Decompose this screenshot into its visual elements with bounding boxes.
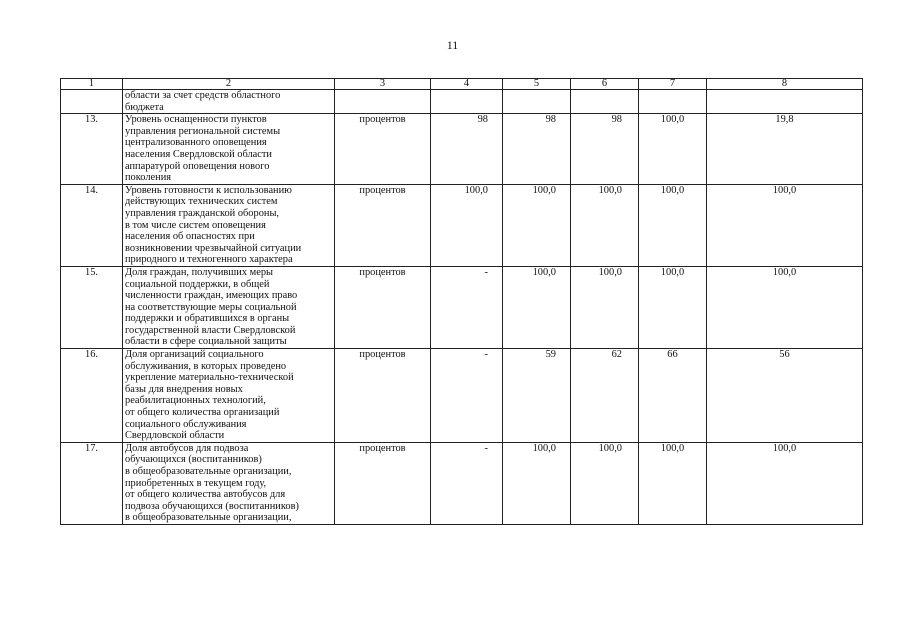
value-cell-col6: 62 [571, 349, 639, 443]
table-row [61, 266, 863, 348]
row-number: 13. [61, 114, 123, 185]
indicator-name-line: бюджета [125, 101, 164, 113]
indicator-name-line: базы для внедрения новых [125, 383, 243, 395]
indicator-name-line: обслуживания, в которых проведено [125, 360, 287, 372]
indicator-name-line: социального обслуживания [125, 418, 247, 430]
column-number: 7 [639, 79, 707, 90]
value-cell-col6: 100,0 [571, 266, 639, 348]
indicator-name [123, 184, 335, 266]
indicator-name-line: возникновении чрезвычайной ситуации [125, 242, 302, 254]
indicator-name-line: действующих технических систем [125, 196, 278, 208]
table-row [61, 90, 863, 114]
indicator-name-line: от общего количества автобусов для [125, 489, 286, 501]
column-number: 1 [61, 79, 123, 90]
value-cell-col4: - [431, 266, 503, 348]
value-cell-col8: 100,0 [707, 184, 863, 266]
value-cell-col4 [431, 90, 503, 114]
indicator-name-line: Свердловской области [125, 430, 225, 442]
value-cell-col8: 19,8 [707, 114, 863, 185]
column-number: 6 [571, 79, 639, 90]
indicator-name-line: в том числе систем оповещения [125, 219, 266, 231]
value-cell-col5: 59 [503, 349, 571, 443]
value-cell-col4: - [431, 349, 503, 443]
column-number-row [61, 79, 863, 90]
table-row [61, 349, 863, 443]
indicator-name-line: централизованного оповещения [125, 137, 267, 149]
indicator-name [123, 349, 335, 443]
column-number: 5 [503, 79, 571, 90]
value-cell-col7: 100,0 [639, 442, 707, 524]
indicator-name-line: Доля организаций социального [125, 349, 264, 361]
indicator-name-line: обучающихся (воспитанников) [125, 454, 262, 466]
value-cell-col4: - [431, 442, 503, 524]
unit-cell [335, 90, 431, 114]
indicator-name [123, 266, 335, 348]
indicator-name-line: Доля граждан, получивших меры [125, 266, 274, 278]
value-cell-col5: 98 [503, 114, 571, 185]
unit-cell: процентов [335, 442, 431, 524]
table-row [61, 442, 863, 524]
row-number: 15. [61, 266, 123, 348]
indicator-name-line: социальной поддержки, в общей [125, 278, 270, 290]
indicator-name-line: природного и техногенного характера [125, 254, 293, 266]
row-number: 17. [61, 442, 123, 524]
indicator-name-line: подвоза обучающихся (воспитанников) [125, 500, 299, 512]
value-cell-col4: 98 [431, 114, 503, 185]
value-cell-col7: 100,0 [639, 114, 707, 185]
row-number [61, 90, 123, 114]
value-cell-col6: 98 [571, 114, 639, 185]
unit-cell: процентов [335, 266, 431, 348]
value-cell-col6 [571, 90, 639, 114]
indicator-name-line: поддержки и обратившихся в органы [125, 313, 290, 325]
row-number: 16. [61, 349, 123, 443]
indicator-name-line: управления гражданской обороны, [125, 207, 280, 219]
table-row [61, 114, 863, 185]
column-number: 3 [335, 79, 431, 90]
indicator-name-line: реабилитационных технологий, [125, 395, 266, 407]
indicator-name-line: Уровень готовности к использованию [125, 184, 292, 196]
indicator-name-line: укрепление материально-технической [125, 372, 294, 384]
indicator-name-line: Доля автобусов для подвоза [125, 442, 249, 454]
unit-cell: процентов [335, 349, 431, 443]
value-cell-col7: 66 [639, 349, 707, 443]
column-number: 8 [707, 79, 863, 90]
value-cell-col6: 100,0 [571, 442, 639, 524]
indicator-name-line: Уровень оснащенности пунктов [125, 114, 267, 126]
value-cell-col5: 100,0 [503, 266, 571, 348]
indicator-name-line: населения об опасностях при [125, 231, 255, 243]
value-cell-col4: 100,0 [431, 184, 503, 266]
value-cell-col5: 100,0 [503, 442, 571, 524]
value-cell-col8: 100,0 [707, 442, 863, 524]
value-cell-col5: 100,0 [503, 184, 571, 266]
indicator-name-line: области в сфере социальной защиты [125, 336, 287, 348]
indicator-name-line: от общего количества организаций [125, 407, 280, 419]
value-cell-col8: 56 [707, 349, 863, 443]
value-cell-col5 [503, 90, 571, 114]
value-cell-col8: 100,0 [707, 266, 863, 348]
indicator-name-line: государственной власти Свердловской [125, 324, 296, 336]
indicator-name-line: приобретенных в текущем году, [125, 477, 267, 489]
indicator-name-line: на соответствующие меры социальной [125, 301, 297, 313]
table-body [61, 79, 863, 525]
table-row [61, 184, 863, 266]
indicator-name [123, 114, 335, 185]
row-number: 14. [61, 184, 123, 266]
indicator-name-line: области за счет средств областного [125, 90, 281, 101]
value-cell-col7 [639, 90, 707, 114]
indicator-name-line: аппаратурой оповещения нового [125, 160, 270, 172]
indicator-name-line: численности граждан, имеющих право [125, 290, 298, 302]
unit-cell: процентов [335, 114, 431, 185]
indicator-name-line: поколения [125, 172, 172, 184]
value-cell-col7: 100,0 [639, 266, 707, 348]
value-cell-col6: 100,0 [571, 184, 639, 266]
indicators-table [60, 78, 863, 525]
value-cell-col8 [707, 90, 863, 114]
indicator-name [123, 90, 335, 114]
indicator-name [123, 442, 335, 524]
unit-cell: процентов [335, 184, 431, 266]
indicator-name-line: в общеобразовательные организации, [125, 466, 292, 477]
indicator-name-line: управления региональной системы [125, 125, 281, 137]
indicator-name-line: в общеобразовательные организации, [125, 512, 292, 524]
page-number: 11 [446, 38, 459, 52]
column-number: 2 [123, 79, 335, 90]
value-cell-col7: 100,0 [639, 184, 707, 266]
column-number: 4 [431, 79, 503, 90]
indicator-name-line: населения Свердловской области [125, 148, 272, 160]
